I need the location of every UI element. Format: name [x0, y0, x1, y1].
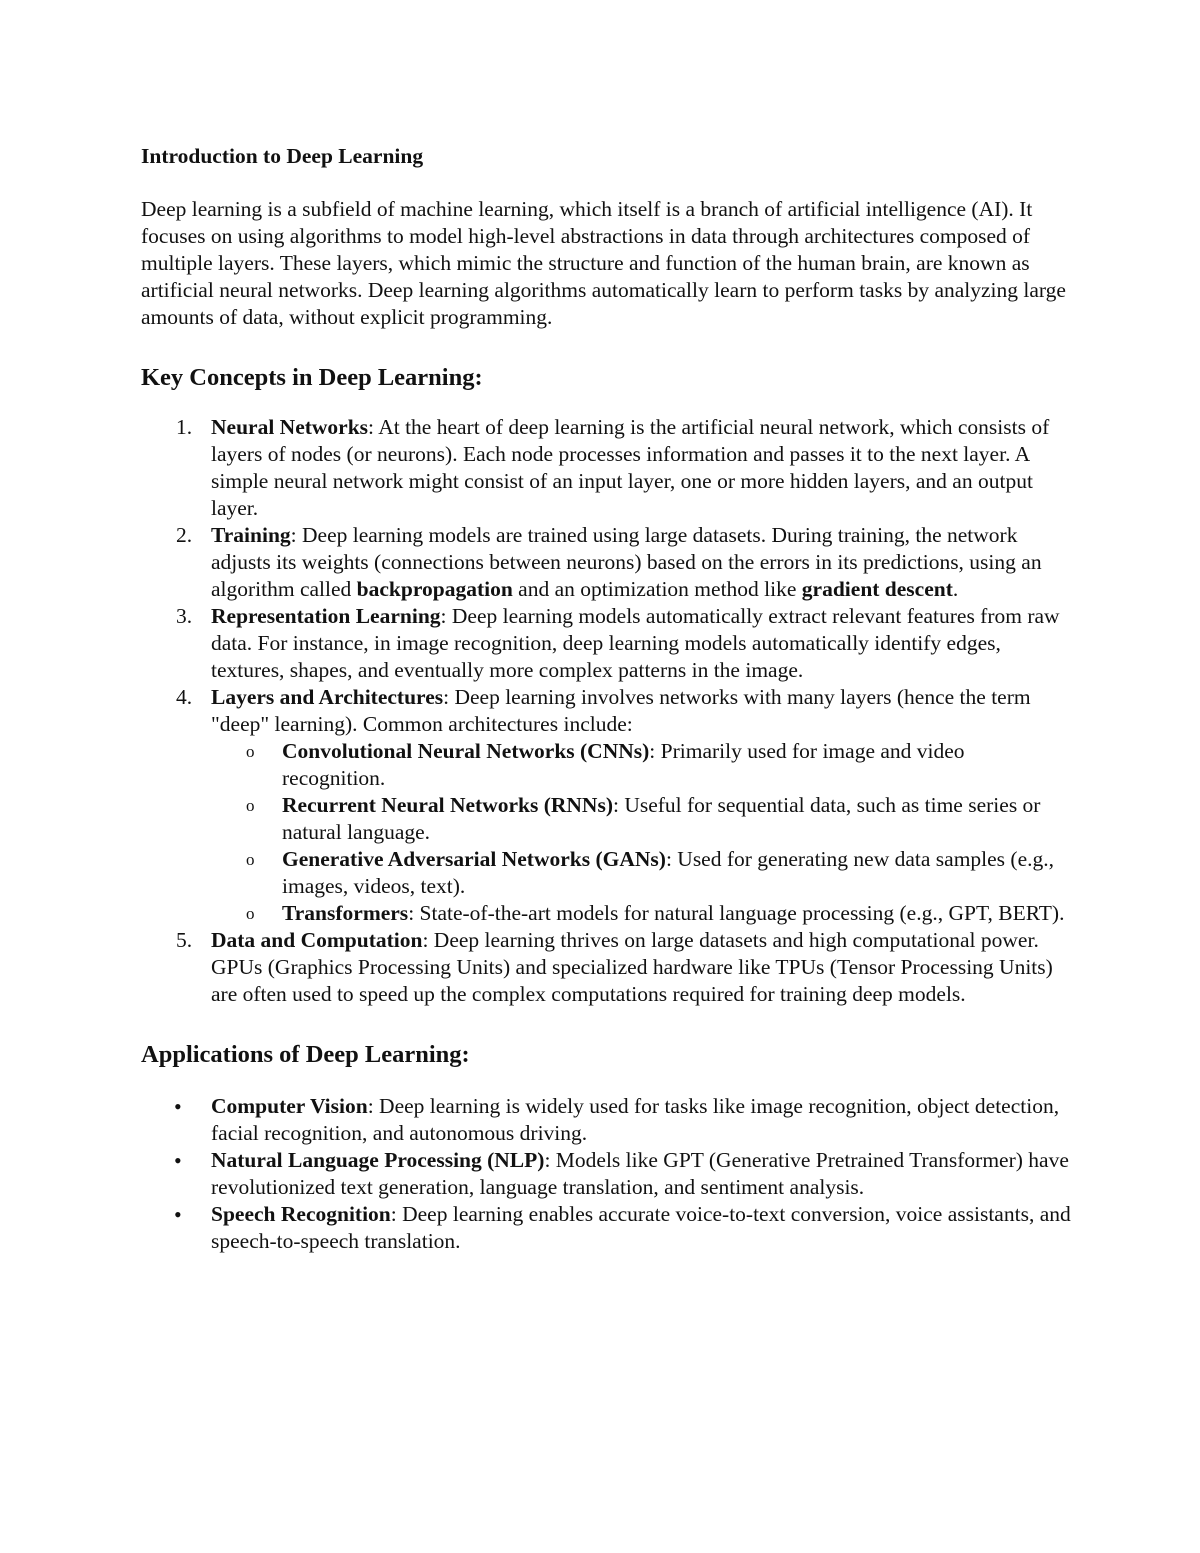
bullet-icon: • [174, 1202, 182, 1227]
item-text: : Deep learning thrives on large datasets and high computational power. GPUs (Graphics Processing Units) and specialized hardware like TPUs (Tensor Processing Units) are often used to speed up the complex computations required for training deep models. [211, 928, 1053, 1006]
list-item [141, 603, 1071, 684]
item-text: : Useful for sequential data, such as time series or natural language. [282, 793, 1041, 844]
item-text: : At the heart of deep learning is the artificial neural network, which consists of layers of nodes (or neurons). Each node processes information and passes it to the next layer. A simple neural network might consist of an input layer, one or more hidden layers, and an output layer. [211, 415, 1050, 520]
list-number: 1. [176, 415, 193, 439]
item-term: Layers and Architectures [211, 685, 444, 709]
document-body [141, 143, 1071, 1255]
bullet-icon: • [174, 1094, 182, 1119]
item-text: : Deep learning models automatically extract relevant features from raw data. For instance, in image recognition, deep learning models automatically identify edges, textures, shapes, and eventually more complex patterns in the image. [211, 604, 1060, 682]
sub-list-item [211, 846, 1071, 900]
item-text: : Models like GPT (Generative Pretrained Transformer) have revolutionized text generation, language translation, and sentiment analysis. [211, 1148, 1069, 1199]
applications-list [141, 1093, 1071, 1255]
circle-bullet-icon: o [246, 742, 255, 761]
item-text: : Primarily used for image and video recognition. [282, 739, 965, 790]
item-text: : State-of-the-art models for natural language processing (e.g., GPT, BERT). [408, 901, 1065, 925]
sub-list-item [211, 792, 1071, 846]
list-number: 2. [176, 523, 193, 547]
item-term: Convolutional Neural Networks (CNNs) [282, 739, 650, 763]
key-concepts-list [141, 414, 1071, 1008]
item-term: Computer Vision [211, 1094, 368, 1118]
sub-list-item [211, 738, 1071, 792]
list-item [141, 1147, 1071, 1201]
item-term: Representation Learning [211, 604, 441, 628]
circle-bullet-icon: o [246, 904, 255, 923]
item-term: Data and Computation [211, 928, 423, 952]
item-term: Neural Networks [211, 415, 369, 439]
item-term: Natural Language Processing (NLP) [211, 1148, 545, 1172]
circle-bullet-icon: o [246, 850, 255, 869]
list-number: 3. [176, 604, 193, 628]
item-text: : Deep learning enables accurate voice-to-text conversion, voice assistants, and speech-to-speech translation. [211, 1202, 1071, 1253]
item-text: : Deep learning is widely used for tasks like image recognition, object detection, facial recognition, and autonomous driving. [211, 1094, 1060, 1145]
list-number: 4. [176, 685, 193, 709]
list-item [141, 522, 1071, 603]
item-bold-term: backpropagation [356, 577, 513, 601]
applications-heading: Applications of Deep Learning: [141, 1041, 470, 1068]
list-item [141, 1201, 1071, 1255]
sub-list-item [211, 900, 1071, 927]
circle-bullet-icon: o [246, 796, 255, 815]
list-item [141, 414, 1071, 522]
item-term: Generative Adversarial Networks (GANs) [282, 847, 666, 871]
item-bold-term: gradient descent [801, 577, 953, 601]
item-term: Training [211, 523, 291, 547]
bullet-icon: • [174, 1148, 182, 1173]
list-item [141, 1093, 1071, 1147]
document-title: Introduction to Deep Learning [141, 144, 424, 168]
item-term: Transformers [282, 901, 409, 925]
item-text: : Used for generating new data samples (e.g., images, videos, text). [282, 847, 1054, 898]
item-term: Recurrent Neural Networks (RNNs) [282, 793, 613, 817]
item-text: : Deep learning involves networks with many layers (hence the term "deep" learning). Common architectures include: [211, 685, 1031, 736]
intro-paragraph: Deep learning is a subfield of machine learning, which itself is a branch of artificial intelligence (AI). It focuses on using algorithms to model high-level abstractions in data through architectures composed of multiple layers. These layers, which mimic the structure and function of the human brain, are known as artificial neural networks. Deep learning algorithms automatically learn to perform tasks by analyzing large amounts of data, without explicit programming. [141, 197, 1066, 329]
key-concepts-heading: Key Concepts in Deep Learning: [141, 364, 483, 391]
list-item [141, 927, 1071, 1008]
item-term: Speech Recognition [211, 1202, 391, 1226]
architectures-sublist [211, 738, 1071, 927]
item-text: : Deep learning models are trained using large datasets. During training, the network adjusts its weights (connections between neurons) based on the errors in its predictions, using an algorithm called [211, 523, 1042, 601]
list-item [141, 684, 1071, 927]
list-number: 5. [176, 928, 193, 952]
item-text: . [952, 577, 959, 601]
item-text: and an optimization method like [512, 577, 802, 601]
